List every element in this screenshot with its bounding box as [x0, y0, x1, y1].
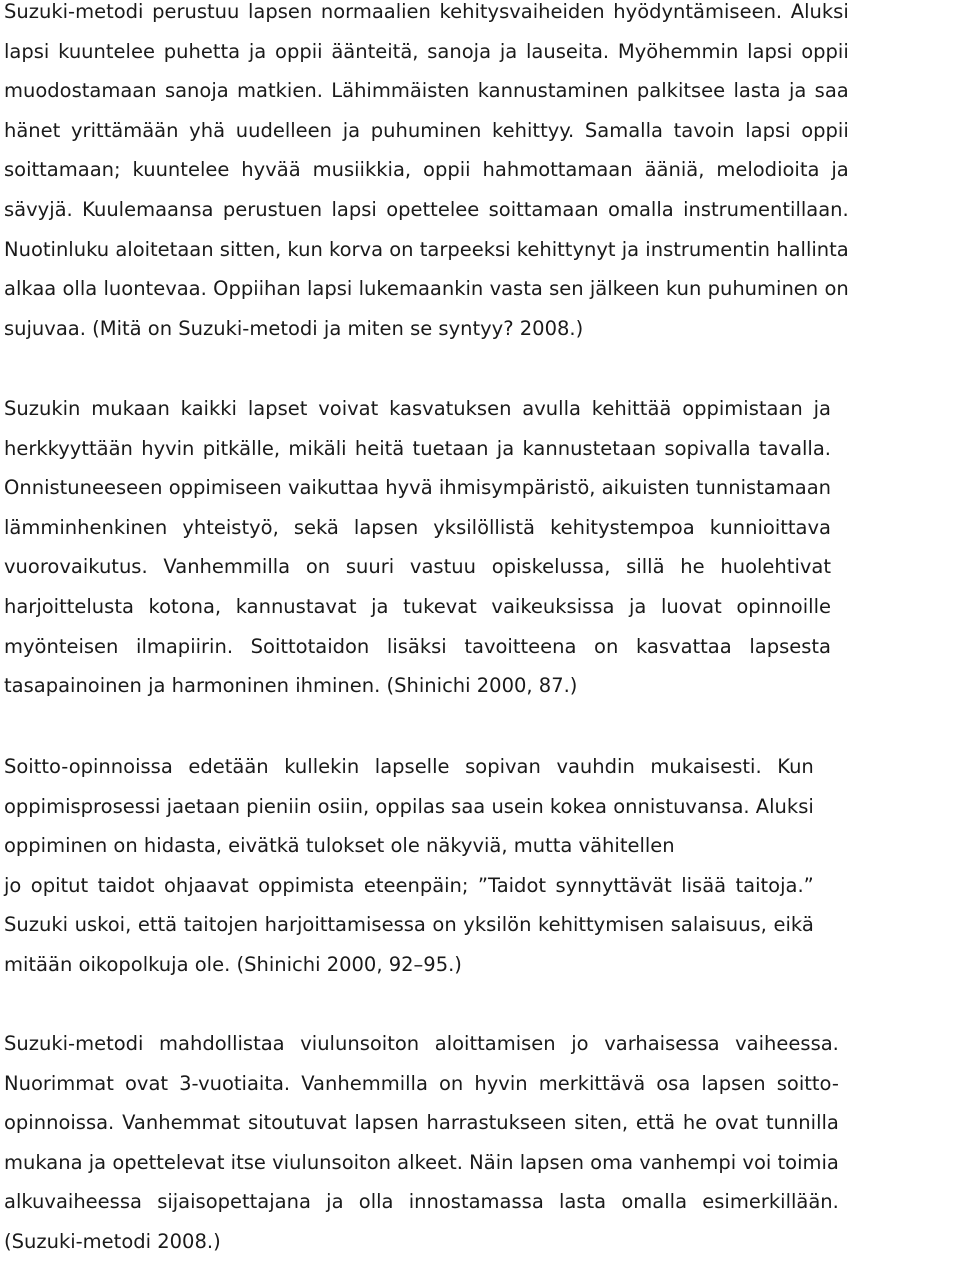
- text-line: vuorovaikutus. Vanhemmilla on suuri vastuu opiskelussa, sillä he huolehtivat: [4, 555, 831, 579]
- text-line: sujuvaa. (Mitä on Suzuki-metodi ja miten se syntyy? 2008.): [4, 316, 584, 340]
- text-line: mukana ja opettelevat itse viulunsoiton alkeet. Näin lapsen oma vanhempi voi toimia: [4, 1150, 839, 1174]
- text-line: Nuorimmat ovat 3-vuotiaita. Vanhemmilla on hyvin merkittävä osa lapsen soitto-: [4, 1071, 839, 1095]
- paragraph-learning-environment: [4, 389, 831, 706]
- text-line: alkaa olla luontevaa. Oppiihan lapsi lukemaankin vasta sen jälkeen kun puhuminen on: [4, 277, 849, 301]
- paragraph-violin-start: [4, 1024, 839, 1262]
- text-line: oppiminen on hidasta, eivätkä tulokset ole näkyviä, mutta vähitellen: [4, 834, 675, 858]
- text-line: Suzuki uskoi, että taitojen harjoittamisessa on yksilön kehittymisen salaisuus, eikä: [4, 913, 814, 937]
- text-line: harjoittelusta kotona, kannustavat ja tukevat vaikeuksissa ja luovat opinnoille: [4, 594, 831, 618]
- text-line: Nuotinluku aloitetaan sitten, kun korva on tarpeeksi kehittynyt ja instrumentin hallinta: [4, 237, 849, 261]
- text-line: sävyjä. Kuulemaansa perustuen lapsi opettelee soittamaan omalla instrumentillaan.: [4, 197, 849, 221]
- paragraph-suzuki-method-basis: [4, 0, 849, 348]
- text-line: jo opitut taidot ohjaavat oppimista eteenpäin; ”Taidot synnyttävät lisää taitoja.”: [4, 873, 814, 897]
- text-line: herkkyyttään hyvin pitkälle, mikäli heitä tuetaan ja kannustetaan sopivalla tavalla.: [4, 436, 831, 460]
- text-line: tasapainoinen ja harmoninen ihminen. (Shinichi 2000, 87.): [4, 674, 578, 698]
- text-line: hänet yrittämään yhä uudelleen ja puhuminen kehittyy. Samalla tavoin lapsi oppii: [4, 118, 849, 142]
- text-line: muodostamaan sanoja matkien. Lähimmäisten kannustaminen palkitsee lasta ja saa: [4, 79, 849, 103]
- text-line: oppimisprosessi jaetaan pieniin osiin, oppilas saa usein kokea onnistuvansa. Aluksi: [4, 794, 814, 818]
- text-line: Onnistuneeseen oppimiseen vaikuttaa hyvä ihmisympäristö, aikuisten tunnistamaan: [4, 476, 831, 500]
- text-line: alkuvaiheessa sijaisopettajana ja olla innostamassa lasta omalla esimerkillään.: [4, 1190, 839, 1214]
- text-line: Suzukin mukaan kaikki lapset voivat kasvatuksen avulla kehittää oppimistaan ja: [4, 397, 831, 420]
- text-line: Suzuki-metodi perustuu lapsen normaalien kehitysvaiheiden hyödyntämiseen. Aluksi: [4, 0, 849, 23]
- text-line: mitään oikopolkuja ole. (Shinichi 2000, 92–95.): [4, 952, 462, 976]
- text-line: lämminhenkinen yhteistyö, sekä lapsen yksilöllistä kehitystempoa kunnioittava: [4, 515, 831, 539]
- text-line: Suzuki-metodi mahdollistaa viulunsoiton aloittamisen jo varhaisessa vaiheessa.: [4, 1032, 839, 1055]
- text-line: lapsi kuuntelee puhetta ja oppii äänteitä, sanoja ja lauseita. Myöhemmin lapsi oppii: [4, 39, 849, 63]
- text-line: opinnoissa. Vanhemmat sitoutuvat lapsen harrastukseen siten, että he ovat tunnilla: [4, 1111, 839, 1135]
- text-line: myönteisen ilmapiirin. Soittotaidon lisäksi tavoitteena on kasvattaa lapsesta: [4, 634, 831, 658]
- paragraph-learning-pace: [4, 747, 814, 985]
- text-line: soittamaan; kuuntelee hyvää musiikkia, oppii hahmottamaan ääniä, melodioita ja: [4, 158, 849, 182]
- text-line: Soitto-opinnoissa edetään kullekin lapselle sopivan vauhdin mukaisesti. Kun: [4, 755, 814, 778]
- text-line: (Suzuki-metodi 2008.): [4, 1229, 221, 1253]
